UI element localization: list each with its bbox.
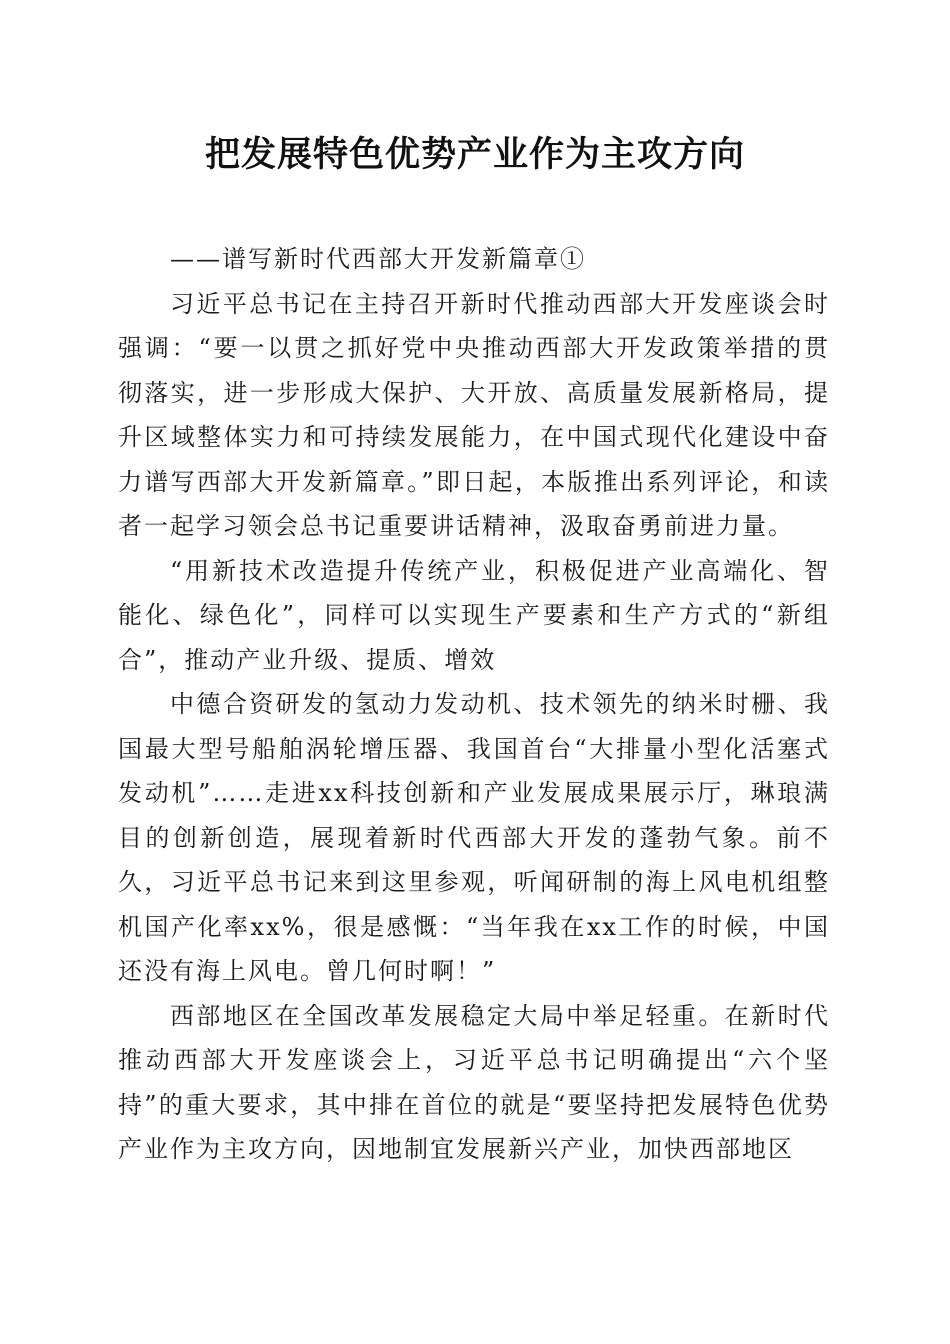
paragraph-2: “用新技术改造提升传统产业，积极促进产业高端化、智能化、绿色化”，同样可以实现生产要素和生产方式的“新组合”，推动产业升级、提质、增效 — [118, 556, 830, 674]
document-body — [118, 237, 830, 1172]
paragraph-3: 中德合资研发的氢动力发动机、技术领先的纳米时栅、我国最大型号船舶涡轮增压器、我国首台“大排量小型化活塞式发动机”……走进xx科技创新和产业发展成果展示厅，琳琅满目的创新创造，展现着新时代西部大开发的蓬勃气象。前不久，习近平总书记来到这里参观，听闻研制的海上风电机组整机国产化率xx%，很是感慨：“当年我在xx工作的时候，中国还没有海上风电。曾几何时啊！” — [118, 690, 830, 985]
subtitle: ——谱写新时代西部大开发新篇章① — [170, 245, 586, 273]
paragraph-4: 西部地区在全国改革发展稳定大局中举足轻重。在新时代推动西部大开发座谈会上，习近平总书记明确提出“六个坚持”的重大要求，其中排在首位的就是“要坚持把发展特色优势产业作为主攻方向，因地制宜发展新兴产业，加快西部地区 — [118, 1001, 830, 1163]
paragraph-1: 习近平总书记在主持召开新时代推动西部大开发座谈会时强调：“要一以贯之抓好党中央推动西部大开发政策举措的贯彻落实，进一步形成大保护、大开放、高质量发展新格局，提升区域整体实力和可持续发展能力，在中国式现代化建设中奋力谱写西部大开发新篇章。”即日起，本版推出系列评论，和读者一起学习领会总书记重要讲话精神，汲取奋勇前进力量。 — [118, 289, 830, 540]
document-title: 把发展特色优势产业作为主攻方向 — [204, 134, 745, 175]
